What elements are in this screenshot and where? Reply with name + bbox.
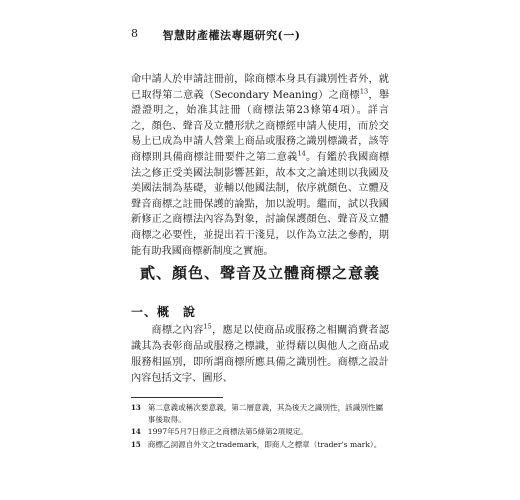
footnote-15 bbox=[131, 439, 389, 451]
paragraph-text: ，舉證證明之，始准其註冊（商標法第23條第4項）。詳言之，顏色、聲音及立體形狀之商標經申請人使用，而於交易上已成為申請人營業上商品或服務之識別標識者，該等商標則具備商標註冊要件之第二意義 bbox=[131, 89, 390, 163]
subsection-heading: 一、概 說 bbox=[131, 305, 197, 319]
paragraph-text: ，應足以使商品或服務之相關消費者認識其為表彰商品或服務之標識，並得藉以與他人之商品或服務相區別，即所謂商標所應具備之識別性。商標之設計內容包括文字、圖形、 bbox=[131, 325, 390, 384]
footnote-text: 第二意義或稱次要意義，第二層意義，其為後天之識別性，該識別性屬事後取得。 bbox=[147, 403, 384, 424]
page-header bbox=[131, 27, 480, 43]
footnote-14 bbox=[131, 426, 389, 438]
footnote-ref-14[interactable]: 14 bbox=[297, 149, 306, 158]
paragraph-text: 。有鑑於我國商標法之修正受美國法制影響甚鉅，故本文之論述則以我國及美國法制為基礎，並輔以他國法制，依序就顏色、立體及聲音商標之註冊保護的論點，加以說明。繼而，試以我國新修正之商標法內容為對象，討論保護顏色、聲音及立體商標之必要性，並提出若干淺見，以作為立法之參酌，期能有助我國商標新制度之實施。 bbox=[131, 151, 390, 257]
page-number: 8 bbox=[131, 27, 139, 40]
paragraph-text: 命中請人於申請註冊前，除商標本身具有識別性者外，就已取得第二意義（Secondary Meaning）之商標 bbox=[131, 74, 389, 101]
footnote-number: 15 bbox=[131, 439, 141, 449]
body-paragraph-2 bbox=[131, 323, 389, 387]
book-title: 智慧財產權法專題研究(一) bbox=[162, 29, 301, 42]
paragraph-text: 商標之內容 bbox=[151, 325, 204, 336]
footnote-number: 13 bbox=[131, 403, 141, 412]
footnote-13 bbox=[131, 402, 389, 425]
footnote-ref-15[interactable]: 15 bbox=[203, 322, 212, 331]
footnote-divider bbox=[131, 397, 223, 398]
footnotes bbox=[131, 402, 389, 451]
footnote-number: 14 bbox=[131, 427, 141, 436]
footnote-ref-13[interactable]: 13 bbox=[359, 87, 369, 96]
body-paragraph-1 bbox=[131, 72, 389, 259]
footnote-text: 1997年5月7日修正之商標法第5條第2項規定。 bbox=[147, 427, 308, 436]
footnote-text: 商標乙詞源自外文之trademark，即商人之標章（trader's mark）。 bbox=[147, 439, 382, 449]
section-heading: 貳、顏色、聲音及立體商標之意義 bbox=[139, 264, 380, 282]
